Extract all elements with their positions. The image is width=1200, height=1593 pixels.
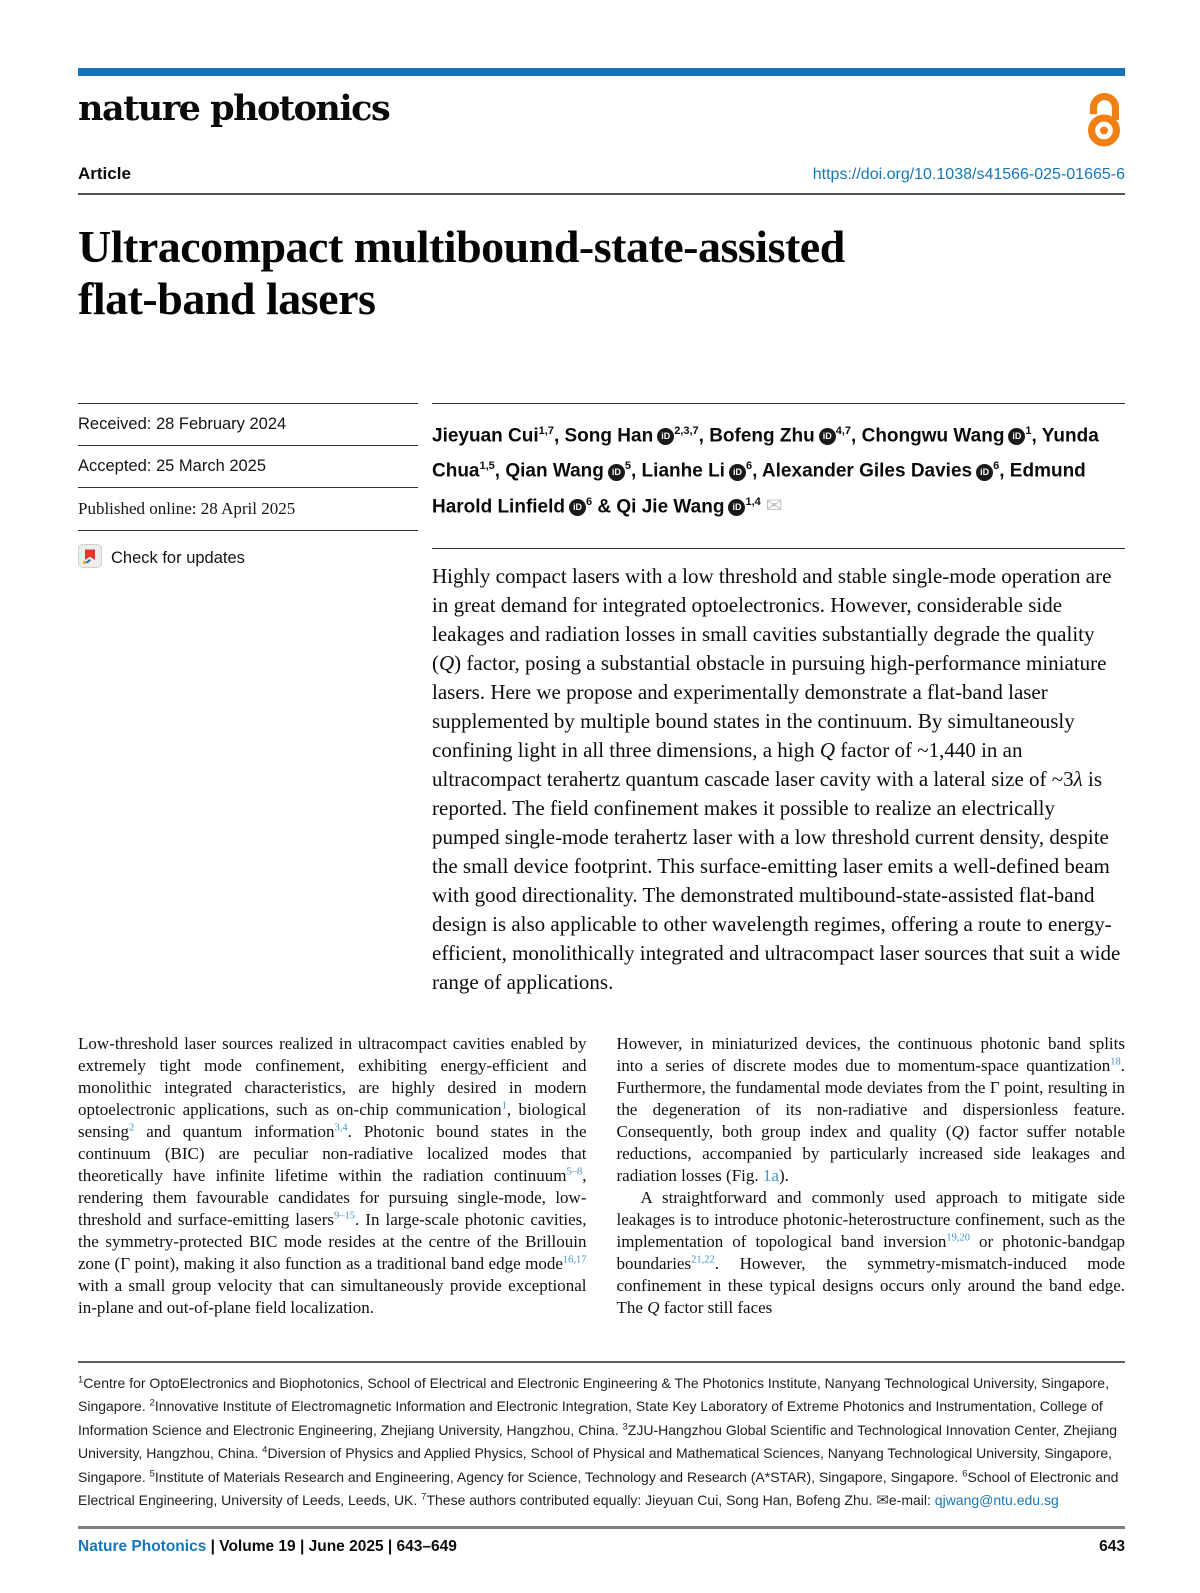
orcid-icon[interactable]: iD <box>976 464 993 481</box>
top-accent-bar <box>78 68 1125 76</box>
title-line-2: flat-band lasers <box>78 273 376 324</box>
affiliations-footnote: $^1$Centre for OptoElectronics and Biophotonics, School of Electrical and Electronic Engineering & The Photonics Institute, Nanyang Technological University, Singapore, Singapore. $^2$Innovative Institute of Electromagnetic Information and Electronic Integration, State Key Laboratory of Extreme Photonics and Instrumentation, College of Information Science and Electronic Engineering, Zhejiang University, Hangzhou, China. $^3$ZJU-Hangzhou Global Scientific and Technological Innovation Center, Zhejiang University, Hangzhou, China. $^4$Diversion of Physics and Applied Physics, School of Physical and Mathematical Sciences, Nanyang Technological University, Singapore, Singapore. $^5$Institute of Materials Research and Engineering, Agency for Science, Technology and Research (A*STAR), Singapore, Singapore. $^6$School of Electronic and Electrical Engineering, University of Leeds, Leeds, UK. $^7$These authors contributed equally: Jieyuan Cui, Song Han, Bofeng Zhu. ✉e-mail: qjwang@ntu.edu.sg <box>78 1361 1125 1513</box>
header-divider <box>78 193 1125 195</box>
body-column-right <box>617 1033 1126 1319</box>
page-title <box>78 221 1125 325</box>
open-access-icon <box>1083 90 1125 153</box>
article-history-column <box>78 403 418 997</box>
doi-link[interactable]: https://doi.org/10.1038/s41566-025-01665-6 <box>812 166 1125 183</box>
email-icon[interactable]: ✉ <box>765 494 783 517</box>
crossmark-icon <box>78 544 102 573</box>
citation-ref[interactable]: 5–8 <box>566 1166 583 1178</box>
footer-issue-info: | Volume 19 | June 2025 | 643–649 <box>206 1537 457 1555</box>
orcid-icon[interactable]: iD <box>819 428 836 445</box>
journal-logo: nature photonics <box>78 88 390 129</box>
email-icon: ✉ <box>876 1492 889 1510</box>
author-list: Jieyuan Cui$^{1,7}$, Song Han iD $^{2,3,7}$, Bofeng Zhu iD $^{4,7}$, Chongwu Wang iD $^1$, Yunda Chua$^{1,5}$, Qian Wang iD $^5$, Lianhe Li iD $^6$, Alexander Giles Davies iD $^6$, Edmund Harold Linfield iD $^6$ & Qi Jie Wang iD $^{1,4}$ ✉ <box>432 403 1125 522</box>
body-column-left <box>78 1033 587 1319</box>
orcid-icon[interactable]: iD <box>729 464 746 481</box>
title-line-1: Ultracompact multibound-state-assisted <box>78 221 845 272</box>
citation-ref[interactable]: 16,17 <box>562 1254 587 1266</box>
orcid-icon[interactable]: iD <box>1008 428 1025 445</box>
footer-journal-link[interactable]: Nature Photonics <box>78 1537 207 1555</box>
check-for-updates-button[interactable] <box>78 531 418 573</box>
citation-ref[interactable]: 2 <box>129 1122 135 1134</box>
orcid-icon[interactable]: iD <box>569 499 586 516</box>
body-paragraph: However, in miniaturized devices, the continuous photonic band splits into a series of discrete modes due to momentum-space quantization$^{18}$. Furthermore, the fundamental mode deviates from the Γ point, resulting in the degeneration of its non-radiative and dispersionless feature. Consequently, both group index and quality (Q) factor suffer notable reductions, accompanied by particularly increased side leakages and radiation losses (Fig. 1a). <box>616 1033 1126 1185</box>
citation-ref[interactable]: 18 <box>1110 1056 1121 1068</box>
page-footer <box>78 1526 1125 1556</box>
published-date: Published online: 28 April 2025 <box>78 499 296 518</box>
citation-ref[interactable]: 9–15 <box>334 1210 355 1222</box>
check-for-updates-label: Check for updates <box>111 549 245 567</box>
article-header-row <box>78 164 1125 184</box>
page-number: 643 <box>1099 1537 1125 1555</box>
orcid-icon[interactable]: iD <box>608 464 625 481</box>
citation-ref[interactable]: 19,20 <box>946 1232 970 1244</box>
orcid-icon[interactable]: iD <box>728 499 745 516</box>
body-paragraph: A straightforward and commonly used approach to mitigate side leakages is to introduce photonic-heterostructure confinement, such as the implementation of topological band inversion$^{19,20}$ or photonic-bandgap boundaries$^{21,22}$. However, the symmetry-mismatch-induced mode confinement in these typical designs occurs only around the band edge. The Q factor still faces <box>616 1187 1125 1317</box>
body-text-section <box>78 1033 1125 1319</box>
footer-citation <box>78 1538 457 1556</box>
citation-ref[interactable]: 21,22 <box>691 1254 715 1266</box>
citation-ref[interactable]: 1 <box>501 1100 507 1112</box>
body-paragraph: Low-threshold laser sources realized in ultracompact cavities enabled by extremely tight mode confinement, exhibiting energy-efficient and monolithic integrated characteristics, are highly desired in modern optoelectronic applications, such as on-chip communication$^1$, biological sensing$^2$ and quantum information$^{3,4}$. Photonic bound states in the continuum (BIC) are peculiar non-radiative localized modes that theoretically have infinite lifetime within the radiation continuum$^{5-8}$, rendering them favourable candidates for pursuing single-mode, low-threshold and surface-emitting lasers$^{9-15}$. In large-scale photonic cavities, the symmetry-protected BIC mode resides at the centre of the Brillouin zone (Γ point), making it also function as a traditional band edge mode$^{16,17}$ with a small group velocity that can simultaneously provide exceptional in-plane and out-of-plane field localization. <box>78 1033 587 1317</box>
masthead <box>78 88 1125 146</box>
accepted-date: Accepted: 25 March 2025 <box>78 457 267 475</box>
abstract-text: Highly compact lasers with a low threshold and stable single-mode operation are in great demand for integrated optoelectronics. However, considerable side leakages and radiation losses in small cavities substantially degrade the quality (Q) factor, posing a substantial obstacle in pursuing high-performance miniature lasers. Here we propose and experimentally demonstrate a flat-band laser supplemented by multiple bound states in the continuum. By simultaneously confining light in all three dimensions, a high Q factor of ~1,440 in an ultracompact terahertz quantum cascade laser cavity with a lateral size of ~3λ is reported. The field confinement makes it possible to realize an electrically pumped single-mode terahertz laser with a low threshold current density, despite the small device footprint. This surface-emitting laser emits a well-defined beam with good directionality. The demonstrated multibound-state-assisted flat-band design is also applicable to other wavelength regimes, offering a route to energy-efficient, monolithically integrated and ultracompact laser sources that suit a wide range of applications. <box>432 548 1125 997</box>
article-type-label: Article <box>78 164 131 183</box>
title-meta-section <box>78 403 1125 997</box>
orcid-icon[interactable]: iD <box>657 428 674 445</box>
figure-link[interactable]: 1a <box>762 1165 779 1185</box>
authors-abstract-column <box>432 403 1125 997</box>
email-link[interactable]: qjwang@ntu.edu.sg <box>934 1492 1059 1509</box>
citation-ref[interactable]: 3,4 <box>334 1122 348 1134</box>
received-date: Received: 28 February 2024 <box>78 415 287 433</box>
